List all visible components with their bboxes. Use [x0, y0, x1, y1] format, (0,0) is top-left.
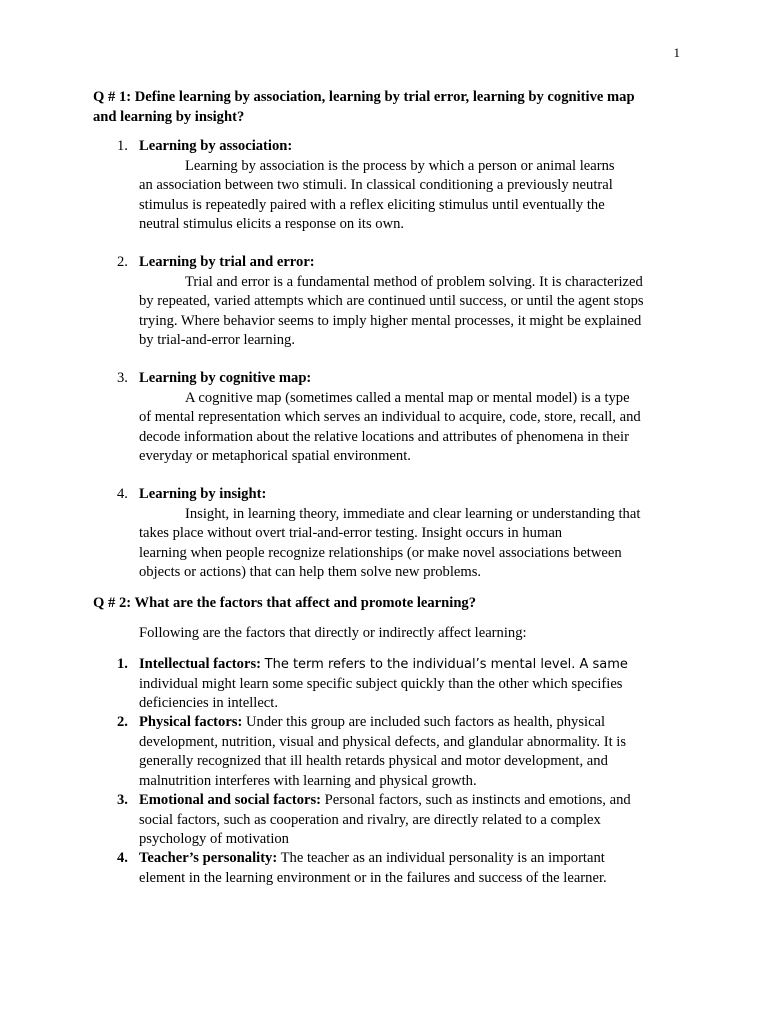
q1-item-association	[117, 137, 677, 235]
factor-first-line: Emotional and social factors: Personal factors, such as instincts and emotions, and	[139, 792, 631, 808]
factor-text-line: individual might learn some specific subject quickly than the other which specifies	[139, 675, 623, 692]
item-number: 2.	[117, 254, 128, 270]
item-text-line: A cognitive map (sometimes called a mental map or mental model) is a type	[185, 389, 630, 406]
q2-factor-physical	[117, 713, 677, 791]
factor-text-line: social factors, such as cooperation and rivalry, are directly related to a complex	[139, 811, 601, 828]
item-text-line: trying. Where behavior seems to imply higher mental processes, it might be explained	[139, 312, 642, 329]
question-1-heading-line-2: and learning by insight?	[93, 108, 245, 125]
factor-number: 2.	[117, 714, 128, 730]
item-text-line: Learning by association is the process by which a person or animal learns	[185, 157, 615, 174]
q2-factor-intellectual	[117, 655, 677, 714]
item-number: 4.	[117, 486, 128, 502]
item-number: 1.	[117, 138, 128, 154]
item-text-line: Trial and error is a fundamental method of problem solving. It is characterized	[185, 273, 643, 290]
factor-text-line: generally recognized that ill health retards physical and motor development, and	[139, 753, 608, 769]
factor-title: Physical factors:	[139, 714, 243, 730]
factor-title: Emotional and social factors:	[139, 792, 322, 808]
item-text-line: Insight, in learning theory, immediate and clear learning or understanding that	[185, 505, 641, 522]
question-1-heading	[93, 88, 683, 127]
item-number: 3.	[117, 370, 128, 386]
item-text-line: takes place without overt trial-and-error testing. Insight occurs in human	[139, 525, 563, 541]
factor-title: Teacher’s personality:	[139, 850, 278, 866]
item-text-line: stimulus is repeatedly paired with a reflex eliciting stimulus until eventually the	[139, 196, 605, 213]
item-text-line: by repeated, varied attempts which are continued until success, or until the agent stops	[139, 293, 644, 309]
question-1-heading-line-1: Q # 1: Define learning by association, learning by trial error, learning by cognitive map	[93, 89, 635, 105]
factor-number: 1.	[117, 656, 128, 672]
q1-item-cognitive-map	[117, 369, 677, 467]
item-text-line: everyday or metaphorical spatial environment.	[139, 448, 411, 464]
factor-title: Intellectual factors:	[139, 656, 261, 672]
factor-text-line: development, nutrition, visual and physical defects, and glandular abnormality. It is	[139, 733, 627, 750]
item-text-line: learning when people recognize relationships (or make novel associations between	[139, 544, 622, 561]
item-text-line: by trial-and-error learning.	[139, 332, 295, 348]
item-text-line: decode information about the relative locations and attributes of phenomena in their	[139, 428, 629, 445]
item-text-line: neutral stimulus elicits a response on its own.	[139, 216, 405, 232]
q2-factor-teacher-personality	[117, 849, 677, 888]
q2-factor-emotional-social	[117, 791, 677, 850]
page-number: 1	[673, 45, 680, 60]
factor-text-line: deficiencies in intellect.	[139, 695, 278, 711]
item-title: Learning by association:	[139, 138, 293, 154]
item-title: Learning by insight:	[139, 486, 267, 502]
factor-number: 3.	[117, 792, 128, 808]
q1-item-trial-and-error	[117, 253, 677, 351]
factor-text-line: malnutrition interferes with learning and physical growth.	[139, 772, 477, 789]
q1-item-insight	[117, 485, 677, 583]
factor-first-line: Intellectual factors: The term refers to the individual’s mental level. A same	[139, 656, 628, 672]
item-title: Learning by cognitive map:	[139, 370, 312, 386]
factor-number: 4.	[117, 850, 128, 866]
factor-text-line: psychology of motivation	[139, 831, 289, 847]
item-text-line: of mental representation which serves an individual to acquire, code, store, recall, and	[139, 409, 641, 425]
question-2-heading: Q # 2: What are the factors that affect and promote learning?	[93, 595, 477, 611]
question-2-intro: Following are the factors that directly or indirectly affect learning:	[139, 625, 527, 641]
factor-first-line: Teacher’s personality: The teacher as an individual personality is an important	[139, 850, 605, 866]
item-title: Learning by trial and error:	[139, 254, 315, 270]
item-text-line: objects or actions) that can help them solve new problems.	[139, 564, 482, 580]
factor-text-line: element in the learning environment or in the failures and success of the learner.	[139, 869, 607, 886]
factor-first-line: Physical factors: Under this group are included such factors as health, physical	[139, 714, 606, 730]
item-text-line: an association between two stimuli. In classical conditioning a previously neutral	[139, 177, 613, 193]
